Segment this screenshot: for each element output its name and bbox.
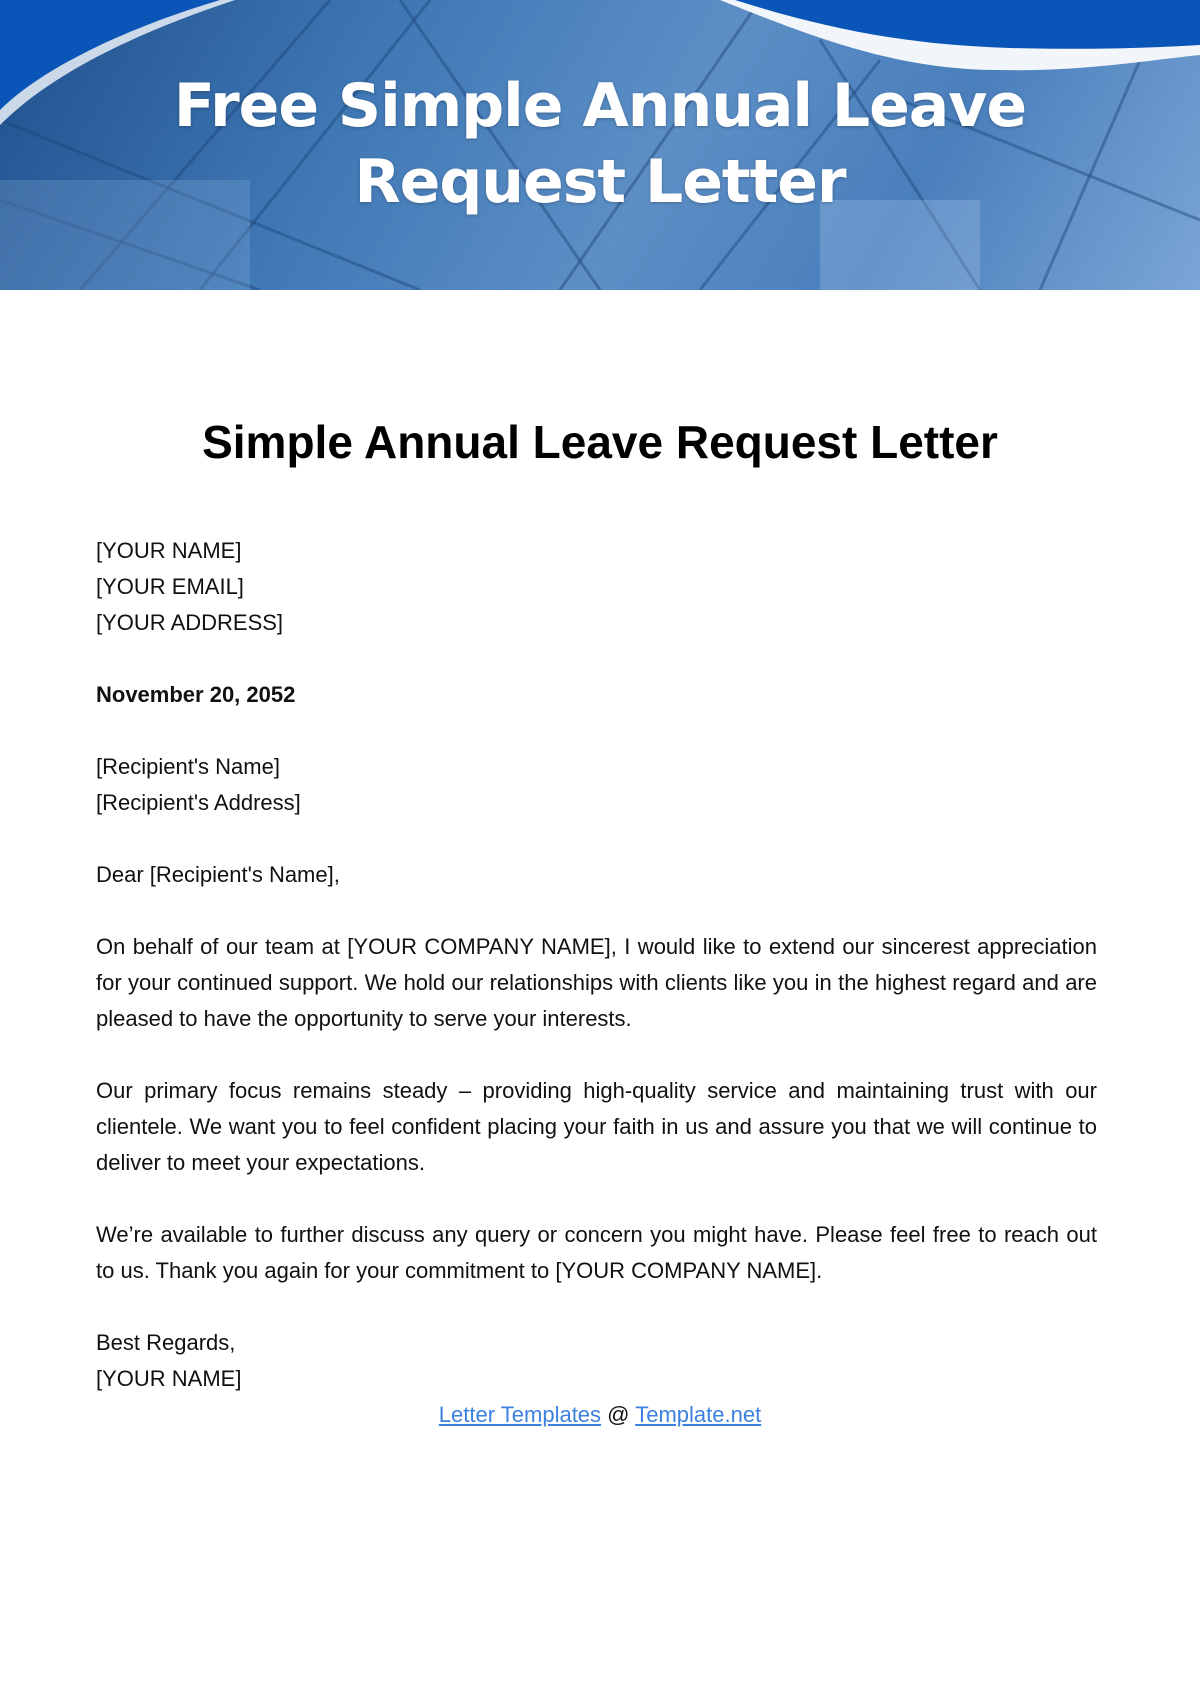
document-title: Simple Annual Leave Request Letter	[202, 416, 998, 468]
paragraph-3: We’re available to further discuss any query or concern you might have. Please feel free to reach out to us. Thank you again for your commitment to [YOUR COMPANY NAME].	[96, 1222, 1097, 1283]
banner-title-line-2: Request Letter	[354, 147, 846, 217]
sender-address: [YOUR ADDRESS]	[96, 610, 284, 635]
recipient-address: [Recipient's Address]	[96, 790, 301, 815]
at-separator: @	[607, 1402, 630, 1427]
paragraph-1: On behalf of our team at [YOUR COMPANY NAME], I would like to extend our sincerest appreciation for your continued support. We hold our relationships with clients like you in the highest regard and are pleased to have the opportunity to serve your interests.	[96, 934, 1097, 1031]
template-net-link[interactable]: Template.net	[635, 1402, 762, 1427]
sender-name: [YOUR NAME]	[96, 538, 242, 563]
banner-title-line-1: Free Simple Annual Leave	[173, 71, 1027, 141]
banner-title	[0, 68, 1200, 220]
salutation: Dear [Recipient's Name],	[96, 862, 340, 887]
signature-name: [YOUR NAME]	[96, 1366, 242, 1391]
letter-date: November 20, 2052	[96, 682, 296, 707]
sender-email: [YOUR EMAIL]	[96, 574, 244, 599]
header-banner	[0, 0, 1200, 290]
letter-templates-link[interactable]: Letter Templates	[438, 1402, 602, 1427]
footer-credit	[0, 1397, 1200, 1433]
paragraph-2: Our primary focus remains steady – providing high-quality service and maintaining trust with our clientele. We want you to feel confident placing your faith in us and assure you that we will continue to deliver to meet your expectations.	[96, 1078, 1097, 1175]
recipient-name: [Recipient's Name]	[96, 754, 280, 779]
closing: Best Regards,	[96, 1330, 236, 1355]
